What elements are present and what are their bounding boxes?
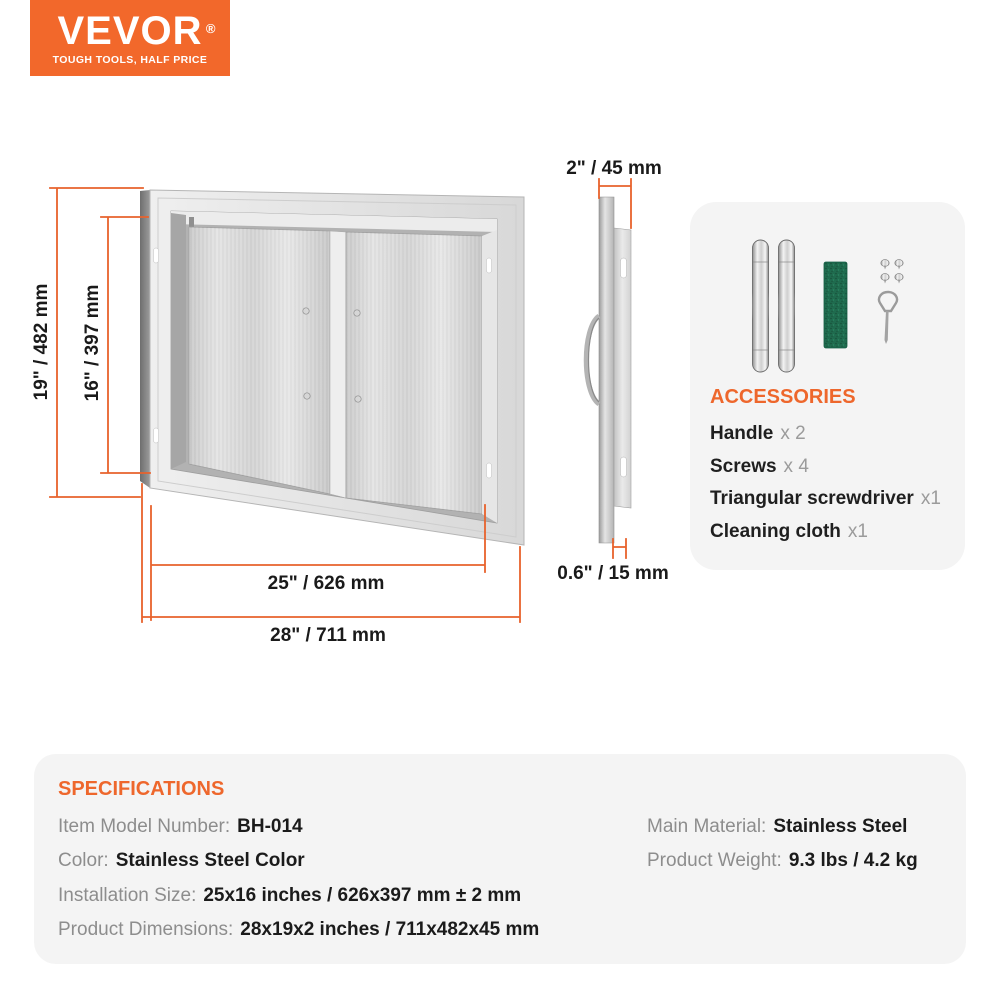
accessory-item-screwdriver: Triangular screwdriver x1 (710, 488, 941, 510)
accessory-item-handle: Handle x 2 (710, 423, 806, 444)
dim-label-height-inner: 16" / 397 mm (82, 284, 103, 402)
accessories-title: ACCESSORIES (710, 386, 856, 408)
spec-row-product-dimensions: Product Dimensions: 28x19x2 inches / 711x482x45 mm (58, 919, 540, 941)
spec-row-material: Main Material: Stainless Steel (647, 816, 908, 837)
dim-label-width-outer: 28" / 711 mm (270, 625, 386, 646)
dim-label-depth: 2" / 45 mm (566, 158, 662, 179)
door-front-view (140, 190, 524, 545)
dim-label-height-outer: 19" / 482 mm (31, 283, 52, 401)
specifications-left-column (58, 810, 539, 948)
accessory-item-cleaning-cloth: Cleaning cloth x1 (710, 520, 868, 542)
accessories-list (710, 418, 941, 548)
door-side-view (586, 197, 631, 543)
specifications-right-column (647, 810, 918, 879)
registered-mark: ® (205, 20, 217, 36)
screwdriver-icon (879, 292, 897, 344)
spec-row-color: Color: Stainless Steel Color (58, 850, 305, 872)
screws-icon (881, 260, 903, 284)
dim-label-width-inner: 25" / 626 mm (267, 573, 385, 594)
brand-tagline: TOUGH TOOLS, HALF PRICE (52, 53, 208, 66)
accessories-illustration (690, 202, 965, 382)
spec-row-installation-size: Installation Size: 25x16 inches / 626x397 mm ± 2 mm (58, 884, 522, 906)
spec-row-weight: Product Weight: 9.3 lbs / 4.2 kg (647, 850, 918, 872)
brand-name-text: VEVOR (57, 8, 203, 53)
handle-icon (753, 240, 769, 372)
accessories-panel (690, 202, 965, 570)
spec-row-model: Item Model Number: BH-014 (58, 816, 303, 837)
cleaning-cloth-icon (824, 262, 847, 348)
accessory-item-screws: Screws x 4 (710, 455, 809, 477)
dim-label-thickness: 0.6" / 15 mm (557, 563, 669, 584)
specifications-title: SPECIFICATIONS (58, 778, 225, 800)
specifications-panel (34, 754, 966, 964)
